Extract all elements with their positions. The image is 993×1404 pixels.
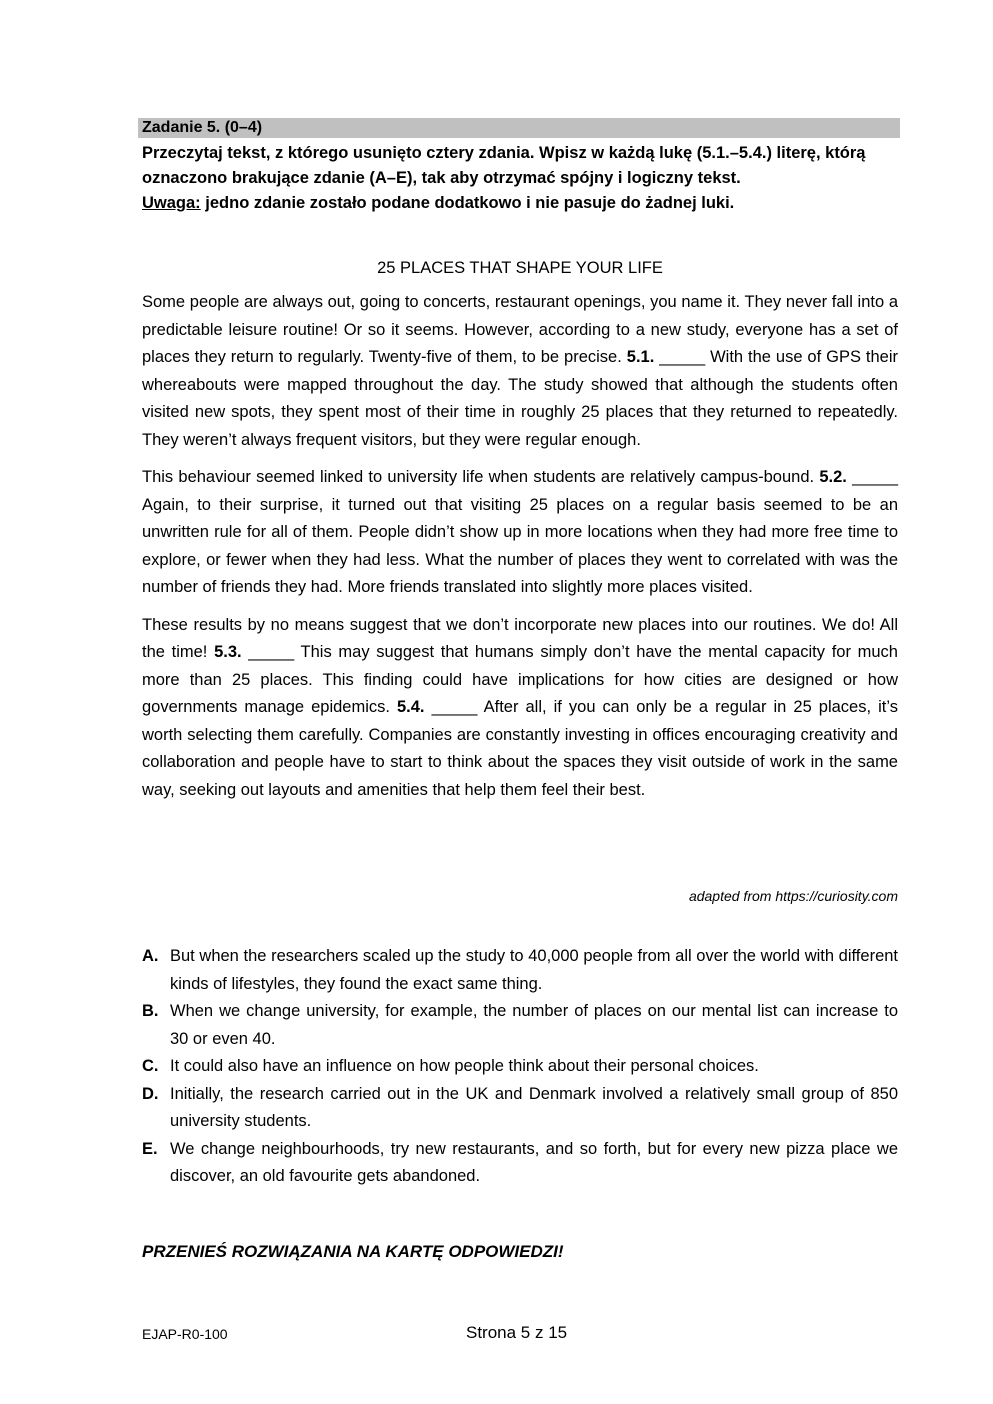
option-c (142, 1053, 898, 1081)
gap-5-4-label: 5.4. (397, 698, 425, 716)
option-text: But when the researchers scaled up the study to 40,000 people from all over the world with different kinds of lifestyles, they found the exact same thing. (170, 947, 898, 993)
option-e (142, 1136, 898, 1191)
exam-code: EJAP-R0-100 (142, 1326, 228, 1342)
task-instructions (142, 141, 900, 216)
option-b (142, 998, 898, 1053)
article-body (142, 289, 898, 814)
paragraph-1-text-b: With the use of GPS their whereabouts were mapped throughout the day. The study showed that although the students often visited new spots, they spent most of their time in roughly 25 places that they returned to repeatedly. They weren’t always frequent visitors, but they were regular enough. (142, 348, 899, 449)
paragraph-3 (142, 612, 898, 805)
gap-5-3-blank: _____ (248, 643, 295, 661)
option-letter: D. (142, 1084, 159, 1103)
task-header: Zadanie 5. (0–4) (138, 118, 900, 138)
source-attribution: adapted from https://curiosity.com (688, 888, 898, 904)
option-text: It could also have an influence on how people think about their personal choices. (170, 1057, 759, 1075)
option-d (142, 1081, 898, 1136)
gap-5-4-blank: _____ (431, 698, 478, 716)
paragraph-1-text-a: Some people are always out, going to concerts, restaurant openings, you name it. They never fall into a predictable leisure routine! Or so it seems. However, according to a new study, everyone has a set of places they return to regularly. Twenty-five of them, to be precise. (142, 293, 898, 366)
option-letter: C. (142, 1057, 159, 1075)
instruction-text: Przeczytaj tekst, z którego usunięto cztery zdania. Wpisz w każdą lukę (5.1.–5.4.) literę, którą oznaczono brakujące zdanie (A–E), tak aby otrzymać spójny i logiczny tekst. (142, 144, 866, 187)
paragraph-3-text-a: These results by no means suggest that we don’t incorporate new places into our routines. We do! All the time! (142, 615, 898, 661)
paragraph-3-text-b: This may suggest that humans simply don’t have the mental capacity for much more than 25 places. This finding could have implications for how cities are designed or how governments manage epidemics. (142, 643, 898, 716)
paragraph-2-text-a: This behaviour seemed linked to university life when students are relatively campus-bound. (142, 468, 820, 486)
gap-5-2-blank: _____ (852, 468, 899, 486)
paragraph-1 (142, 289, 898, 454)
option-letter: E. (142, 1139, 158, 1158)
transfer-note: PRZENIEŚ ROZWIĄZANIA NA KARTĘ ODPOWIEDZI! (142, 1242, 564, 1261)
option-letter: B. (142, 1002, 159, 1020)
page-number: Strona 5 z 15 (466, 1323, 568, 1342)
option-text: Initially, the research carried out in the UK and Denmark involved a relatively small group of 850 university students. (170, 1084, 898, 1130)
paragraph-2-text-b: Again, to their surprise, it turned out that visiting 25 places on a regular basis seemed to be an unwritten rule for all of them. People didn’t show up in more locations when they had more free time to explore, or fewer when they had less. What the number of places they went to correlated with was the number of friends they had. More friends translated into slightly more places visited. (142, 495, 898, 596)
option-letter: A. (142, 947, 159, 965)
option-a (142, 943, 898, 998)
note-text: jedno zdanie zostało podane dodatkowo i nie pasuje do żadnej luki. (200, 194, 735, 212)
option-text: We change neighbourhoods, try new restaurants, and so forth, but for every new pizza place we discover, an old favourite gets abandoned. (170, 1139, 898, 1185)
paragraph-3-text-c: After all, if you can only be a regular in 25 places, it’s worth selecting them carefully. Companies are constantly investing in offices encouraging creativity and collaboration and people have to start to think about the spaces they visit outside of work in the same way, seeking out layouts and amenities that help them feel their best. (142, 698, 898, 799)
note-label: Uwaga: (142, 194, 201, 212)
gap-5-2-label: 5.2. (819, 468, 847, 486)
gap-5-1-label: 5.1. (626, 348, 655, 366)
gap-5-3-label: 5.3. (214, 643, 242, 661)
gap-5-1-blank: _____ (659, 348, 706, 366)
answer-options (142, 943, 898, 1191)
article-title: 25 PLACES THAT SHAPE YOUR LIFE (377, 259, 663, 277)
paragraph-2 (142, 464, 898, 602)
option-text: When we change university, for example, the number of places on our mental list can increase to 30 or even 40. (170, 1002, 898, 1048)
